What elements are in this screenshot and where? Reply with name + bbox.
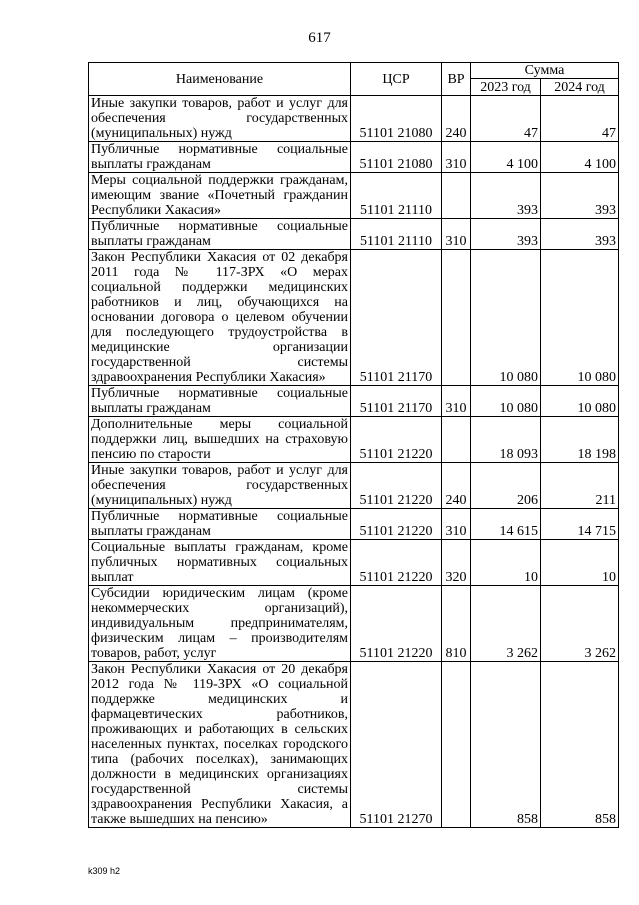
row-sum-2024: 393 bbox=[541, 173, 619, 219]
row-sum-2024: 858 bbox=[541, 662, 619, 828]
row-csr: 51101 21110 bbox=[351, 219, 442, 250]
table-row bbox=[89, 173, 619, 219]
budget-table bbox=[88, 62, 619, 828]
row-name: Публичные нормативные социальные выплаты гражданам bbox=[89, 219, 351, 250]
table-row bbox=[89, 662, 619, 828]
row-csr: 51101 21270 bbox=[351, 662, 442, 828]
row-sum-2024: 4 100 bbox=[541, 142, 619, 173]
row-vr: 320 bbox=[442, 540, 471, 586]
footer-code: k309 h2 bbox=[88, 866, 121, 876]
row-sum-2023: 206 bbox=[471, 463, 541, 509]
row-csr: 51101 21080 bbox=[351, 96, 442, 142]
row-csr: 51101 21080 bbox=[351, 142, 442, 173]
row-sum-2023: 47 bbox=[471, 96, 541, 142]
row-vr bbox=[442, 250, 471, 386]
row-csr: 51101 21220 bbox=[351, 417, 442, 463]
row-sum-2023: 3 262 bbox=[471, 586, 541, 662]
row-sum-2024: 211 bbox=[541, 463, 619, 509]
table-row bbox=[89, 96, 619, 142]
header-csr: ЦСР bbox=[351, 63, 442, 96]
row-csr: 51101 21220 bbox=[351, 509, 442, 540]
row-vr bbox=[442, 173, 471, 219]
table-row bbox=[89, 219, 619, 250]
row-name: Публичные нормативные социальные выплаты гражданам bbox=[89, 386, 351, 417]
row-name: Меры социальной поддержки гражданам, имеющим звание «Почетный гражданин Республики Хакасия» bbox=[89, 173, 351, 219]
header-vr: ВР bbox=[442, 63, 471, 96]
row-vr: 310 bbox=[442, 142, 471, 173]
row-csr: 51101 21220 bbox=[351, 540, 442, 586]
table-row bbox=[89, 540, 619, 586]
table-row bbox=[89, 417, 619, 463]
row-vr: 810 bbox=[442, 586, 471, 662]
row-name: Публичные нормативные социальные выплаты гражданам bbox=[89, 142, 351, 173]
row-sum-2023: 393 bbox=[471, 219, 541, 250]
row-vr: 310 bbox=[442, 219, 471, 250]
row-name: Закон Республики Хакасия от 20 декабря 2012 года № 119-ЗРХ «О социальной поддержке медицинских и фармацевтических работников, проживающих и работающих в сельских населенных пунктах, поселках городского типа (рабочих поселках), занимающих должности в медицинских организациях государственной системы здравоохранения Республики Хакасия, а также вышедших на пенсию» bbox=[89, 662, 351, 828]
table-row bbox=[89, 386, 619, 417]
row-sum-2023: 858 bbox=[471, 662, 541, 828]
row-csr: 51101 21170 bbox=[351, 250, 442, 386]
row-sum-2023: 393 bbox=[471, 173, 541, 219]
row-sum-2024: 47 bbox=[541, 96, 619, 142]
table-body bbox=[89, 96, 619, 828]
row-sum-2023: 14 615 bbox=[471, 509, 541, 540]
row-csr: 51101 21110 bbox=[351, 173, 442, 219]
header-year-2024: 2024 год bbox=[541, 79, 619, 96]
row-sum-2024: 3 262 bbox=[541, 586, 619, 662]
header-year-2023: 2023 год bbox=[471, 79, 541, 96]
table-row bbox=[89, 509, 619, 540]
row-name: Субсидии юридическим лицам (кроме некоммерческих организаций), индивидуальным предпринимателям, физическим лицам – производителям товаров, работ, услуг bbox=[89, 586, 351, 662]
page-number: 617 bbox=[308, 30, 331, 46]
row-vr: 240 bbox=[442, 96, 471, 142]
row-csr: 51101 21220 bbox=[351, 463, 442, 509]
row-sum-2023: 10 080 bbox=[471, 250, 541, 386]
row-sum-2023: 10 bbox=[471, 540, 541, 586]
row-sum-2024: 14 715 bbox=[541, 509, 619, 540]
row-vr bbox=[442, 662, 471, 828]
row-name: Закон Республики Хакасия от 02 декабря 2011 года № 117-ЗРХ «О мерах социальной поддержки медицинских работников и лиц, обучающихся на основании договора о целевом обучении для последующего трудоустройства в медицинские организации государственной системы здравоохранения Республики Хакасия» bbox=[89, 250, 351, 386]
header-sum: Сумма bbox=[471, 63, 619, 79]
row-csr: 51101 21220 bbox=[351, 586, 442, 662]
row-name: Иные закупки товаров, работ и услуг для обеспечения государственных (муниципальных) нужд bbox=[89, 96, 351, 142]
row-csr: 51101 21170 bbox=[351, 386, 442, 417]
row-vr: 310 bbox=[442, 386, 471, 417]
row-name: Дополнительные меры социальной поддержки лиц, вышедших на страховую пенсию по старости bbox=[89, 417, 351, 463]
table-row bbox=[89, 142, 619, 173]
row-sum-2024: 393 bbox=[541, 219, 619, 250]
table-row bbox=[89, 463, 619, 509]
table-row bbox=[89, 250, 619, 386]
header-name: Наименование bbox=[89, 63, 351, 96]
row-name: Публичные нормативные социальные выплаты гражданам bbox=[89, 509, 351, 540]
row-sum-2023: 18 093 bbox=[471, 417, 541, 463]
row-sum-2024: 10 080 bbox=[541, 250, 619, 386]
row-name: Иные закупки товаров, работ и услуг для обеспечения государственных (муниципальных) нужд bbox=[89, 463, 351, 509]
row-vr: 310 bbox=[442, 509, 471, 540]
row-name: Социальные выплаты гражданам, кроме публичных нормативных социальных выплат bbox=[89, 540, 351, 586]
row-sum-2024: 10 080 bbox=[541, 386, 619, 417]
row-sum-2024: 18 198 bbox=[541, 417, 619, 463]
row-vr: 240 bbox=[442, 463, 471, 509]
row-sum-2024: 10 bbox=[541, 540, 619, 586]
row-sum-2023: 10 080 bbox=[471, 386, 541, 417]
row-sum-2023: 4 100 bbox=[471, 142, 541, 173]
row-vr bbox=[442, 417, 471, 463]
table-row bbox=[89, 586, 619, 662]
